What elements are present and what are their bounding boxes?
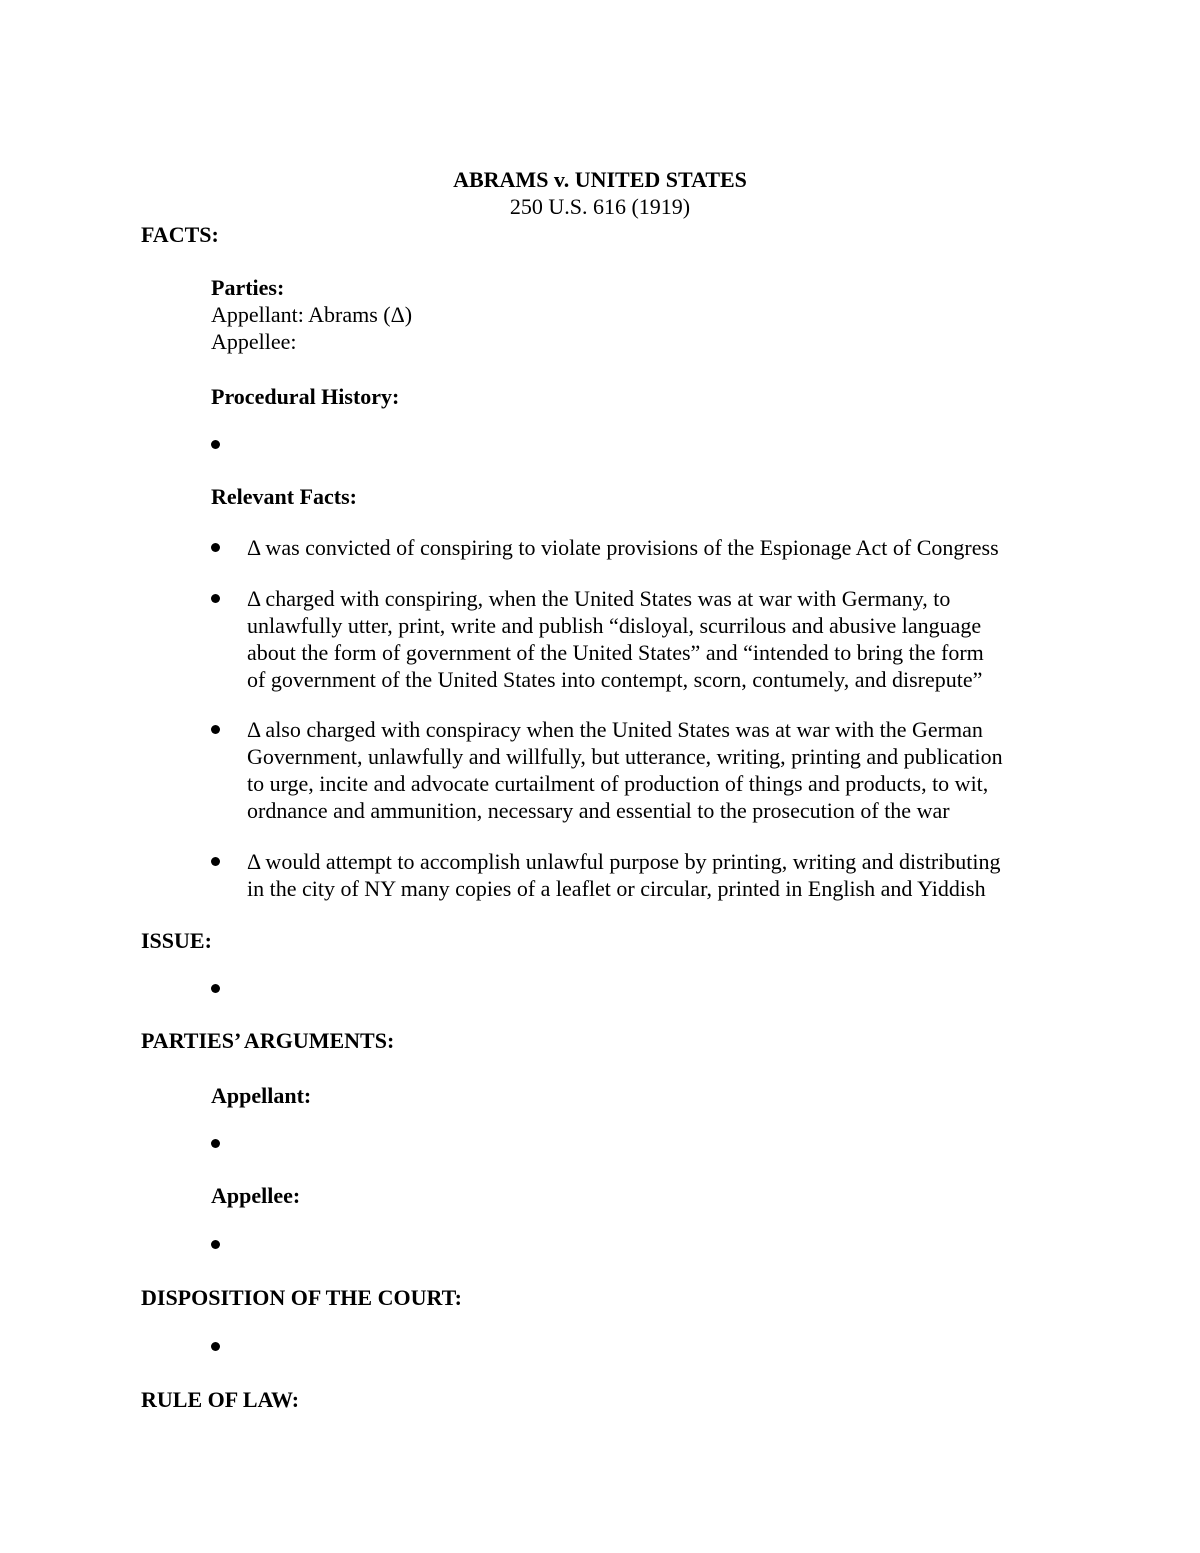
appellant-arguments-heading: Appellant: <box>211 1083 312 1108</box>
relevant-fact-item <box>247 534 1067 561</box>
relevant-fact-item <box>247 716 1067 824</box>
relevant-fact-bullet <box>211 857 220 866</box>
procedural-history-heading: Procedural History: <box>211 384 400 409</box>
relevant-fact-bullet <box>211 594 220 603</box>
relevant-fact-line: unlawfully utter, print, write and publish “disloyal, scurrilous and abusive language <box>247 613 982 638</box>
relevant-fact-item <box>247 585 1067 693</box>
relevant-fact-line: Δ charged with conspiring, when the United States was at war with Germany, to <box>247 586 951 611</box>
relevant-fact-line: to urge, incite and advocate curtailment of production of things and products, to wit, <box>247 771 989 796</box>
appellee-arguments-heading: Appellee: <box>211 1183 301 1208</box>
case-title: ABRAMS v. UNITED STATES <box>453 167 747 192</box>
appellee-line: Appellee: <box>211 329 297 354</box>
procedural-history-bullet <box>211 440 220 449</box>
appellant-arguments-bullet <box>211 1139 220 1148</box>
relevant-fact-line: about the form of government of the United States” and “intended to bring the form <box>247 640 984 665</box>
relevant-fact-line: in the city of NY many copies of a leaflet or circular, printed in English and Yiddish <box>247 876 986 901</box>
disposition-bullet <box>211 1342 220 1351</box>
relevant-fact-line: of government of the United States into contempt, scorn, contumely, and disrepute” <box>247 667 983 692</box>
rule-of-law-heading: RULE OF LAW: <box>141 1387 300 1412</box>
relevant-fact-line: ordnance and ammunition, necessary and essential to the prosecution of the war <box>247 798 950 823</box>
appellee-arguments-bullet <box>211 1240 220 1249</box>
relevant-fact-item <box>247 848 1067 902</box>
issue-heading: ISSUE: <box>141 928 212 953</box>
parties-heading: Parties: <box>211 275 285 300</box>
relevant-fact-line: Δ also charged with conspiracy when the United States was at war with the German <box>247 717 983 742</box>
relevant-fact-line: Δ was convicted of conspiring to violate provisions of the Espionage Act of Congress <box>247 535 999 560</box>
appellant-line: Appellant: Abrams (Δ) <box>211 302 413 327</box>
issue-bullet <box>211 984 220 993</box>
facts-heading: FACTS: <box>141 222 219 247</box>
relevant-fact-line: Δ would attempt to accomplish unlawful purpose by printing, writing and distributing <box>247 849 1001 874</box>
parties-arguments-heading: PARTIES’ ARGUMENTS: <box>141 1028 395 1053</box>
disposition-heading: DISPOSITION OF THE COURT: <box>141 1285 462 1310</box>
relevant-fact-bullet <box>211 543 220 552</box>
relevant-facts-heading: Relevant Facts: <box>211 484 358 509</box>
relevant-fact-bullet <box>211 725 220 734</box>
relevant-fact-line: Government, unlawfully and willfully, but utterance, writing, printing and publication <box>247 744 1003 769</box>
case-citation: 250 U.S. 616 (1919) <box>509 194 691 219</box>
